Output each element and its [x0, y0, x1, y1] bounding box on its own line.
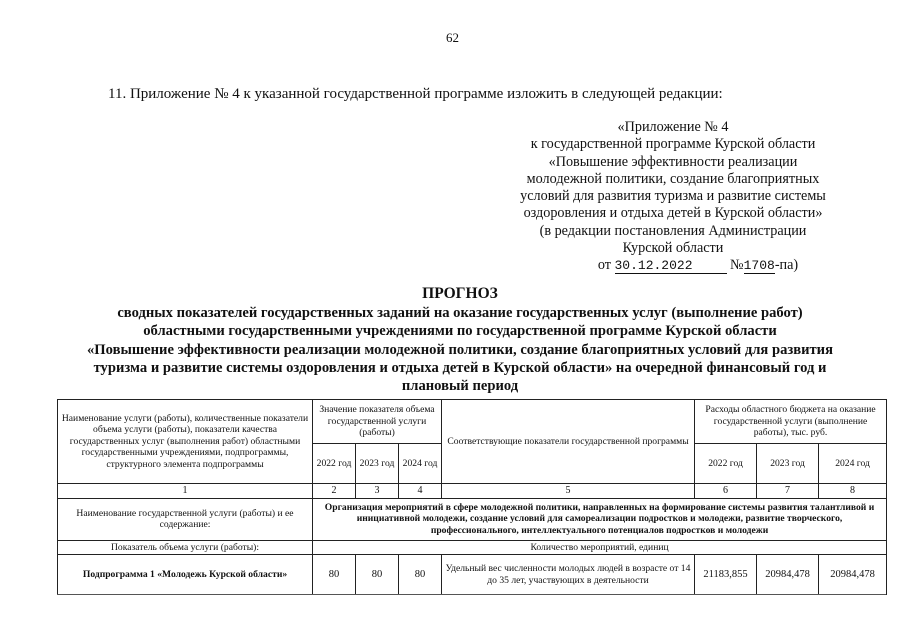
date-prefix: от — [597, 257, 611, 274]
budget-2022: 21183,855 — [695, 555, 757, 595]
resolution-number: 1708 — [743, 258, 775, 274]
header-year: 2024 год — [819, 444, 887, 484]
document-title — [60, 285, 860, 395]
amendment-intro: 11. Приложение № 4 к указанной государственной программе изложить в следующей редакции: — [108, 86, 723, 102]
program-indicator: Удельный вес численности молодых людей в возрасте от 14 до 35 лет, участвующих в деятельности — [442, 555, 695, 595]
annex-line: «Повышение эффективности реализации — [548, 153, 798, 170]
annex-date-line — [508, 257, 838, 274]
header-year: 2022 год — [313, 444, 356, 484]
title-line: туризма и развитие системы оздоровления и отдыха детей в Курской области» на очередной финансовый год и — [93, 359, 827, 376]
header-budget: Расходы областного бюджета на оказание государственной услуги (выполнение работы), тыс. руб. — [695, 400, 887, 444]
header-year: 2022 год — [695, 444, 757, 484]
column-number: 7 — [757, 484, 819, 499]
header-volume-value: Значение показателя объема государственной услуги (работы) — [313, 400, 442, 444]
column-number: 4 — [399, 484, 442, 499]
column-number: 6 — [695, 484, 757, 499]
service-label: Наименование государственной услуги (работы) и ее содержание: — [58, 498, 313, 540]
annex-line: «Приложение № 4 — [617, 119, 729, 135]
title-line: «Повышение эффективности реализации молодежной политики, создание благоприятных условий для развития — [86, 341, 833, 358]
annex-line: (в редакции постановления Администрации — [539, 222, 807, 239]
volume-2022: 80 — [313, 555, 356, 595]
column-number: 2 — [313, 484, 356, 499]
title-line: областными государственными учреждениями по государственной программе Курской области — [143, 323, 777, 340]
title-line: плановый период — [401, 378, 519, 395]
header-year: 2024 год — [399, 444, 442, 484]
annex-line: к государственной программе Курской области — [530, 136, 816, 153]
budget-2024: 20984,478 — [819, 555, 887, 595]
annex-line: молодежной политики, создание благоприятных — [526, 170, 820, 187]
resolution-date: 30.12.2022 — [615, 259, 727, 274]
volume-2024: 80 — [399, 555, 442, 595]
number-suffix: -па) — [774, 257, 799, 274]
number-prefix: № — [730, 257, 744, 274]
header-service-name: Наименование услуги (работы), количественные показатели объема услуги (работы), показатели качества государственных услуг (выполнения работ) областными государственными учреждениями, подпрограммы, структурного элемента подпрограммы — [58, 400, 313, 484]
header-indicators: Соответствующие показатели государственной программы — [442, 400, 695, 484]
volume-2023: 80 — [356, 555, 399, 595]
column-number: 5 — [442, 484, 695, 499]
volume-indicator: Количество мероприятий, единиц — [313, 540, 887, 555]
annex-line: Курской области — [622, 240, 724, 257]
budget-2023: 20984,478 — [757, 555, 819, 595]
service-content: Организация мероприятий в сфере молодежной политики, направленных на формирование системы развития талантливой и инициативной молодежи, создание условий для самореализации подростков и молодежи, развитие творческого, профессионального, интеллектуального потенциалов подростков и молодежи — [313, 498, 887, 540]
table-bottom-border — [57, 594, 886, 595]
column-number: 8 — [819, 484, 887, 499]
column-number: 3 — [356, 484, 399, 499]
volume-label: Показатель объема услуги (работы): — [58, 540, 313, 555]
page-number: 62 — [446, 30, 459, 45]
header-year: 2023 год — [757, 444, 819, 484]
forecast-table — [57, 399, 887, 595]
annex-header — [508, 119, 838, 275]
title-line: сводных показателей государственных заданий на оказание государственных услуг (выполнение работ) — [117, 305, 803, 322]
column-number: 1 — [58, 484, 313, 499]
title-heading: ПРОГНОЗ — [422, 285, 498, 302]
subprogram-name: Подпрограмма 1 «Молодежь Курской области» — [58, 555, 313, 595]
annex-line: условий для развития туризма и развитие системы — [520, 188, 826, 205]
header-year: 2023 год — [356, 444, 399, 484]
annex-line: оздоровления и отдыха детей в Курской области» — [523, 205, 823, 222]
